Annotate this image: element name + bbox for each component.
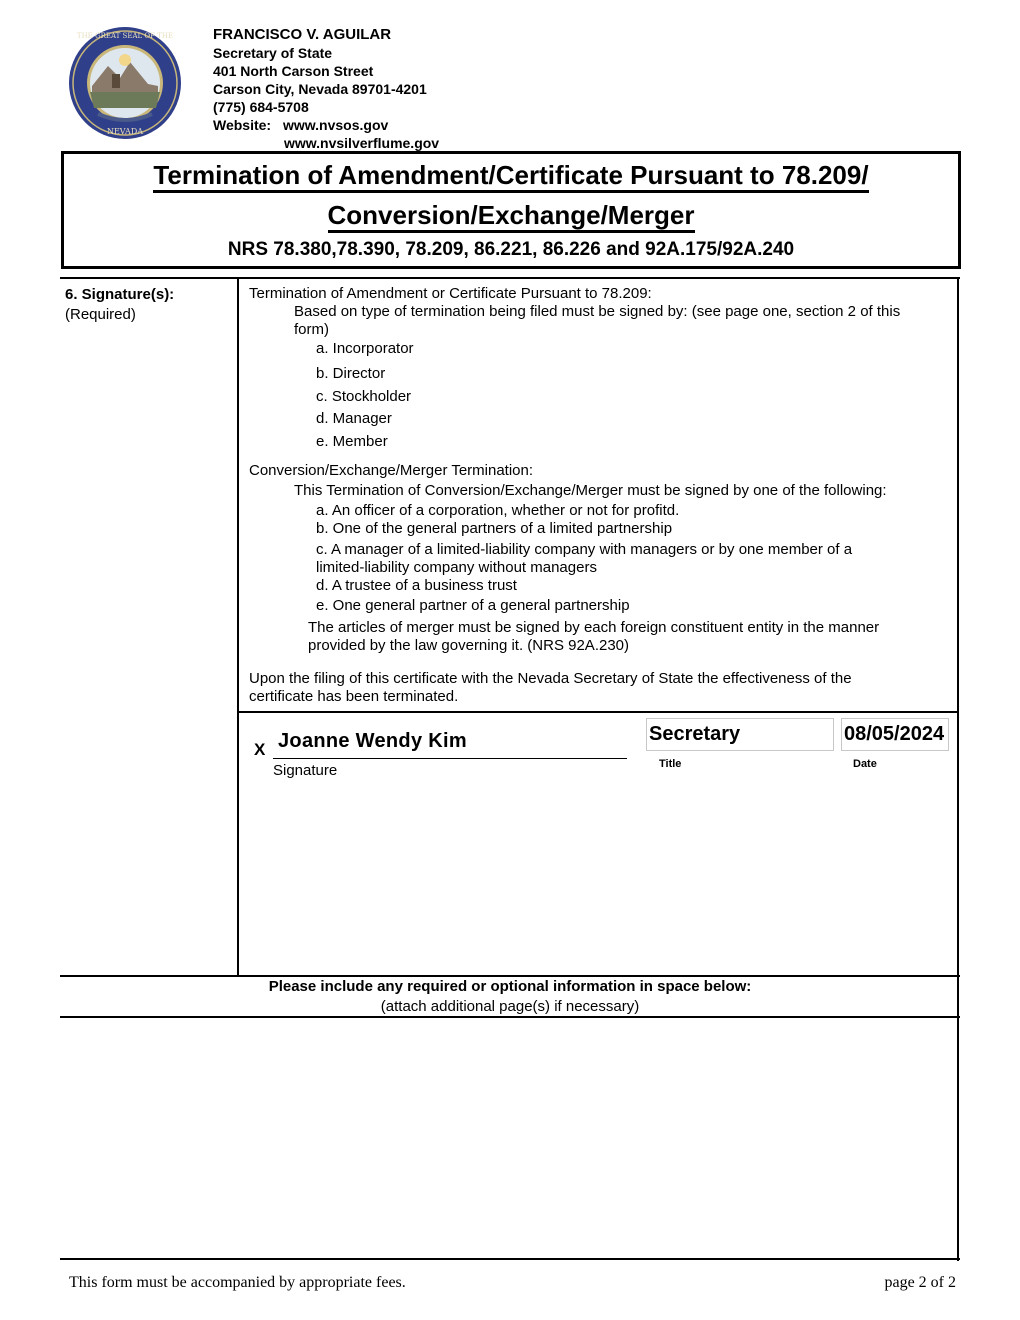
date-caption: Date: [853, 758, 877, 770]
nrs-statutes: NRS 78.380,78.390, 78.209, 86.221, 86.226 and 92A.175/92A.240: [227, 239, 795, 260]
amend-item: d. Manager: [316, 410, 392, 427]
signature-name[interactable]: Joanne Wendy Kim: [278, 730, 467, 752]
signature-caption: Signature: [273, 762, 338, 779]
amend-item: c. Stockholder: [316, 388, 412, 405]
additional-info-heading: Please include any required or optional information in space below:: [268, 978, 752, 995]
form-title-box: [61, 151, 961, 269]
agency-contact-block: [213, 26, 439, 152]
title-caption: Title: [659, 758, 682, 770]
address-line-1: 401 North Carson Street: [213, 63, 374, 79]
label-column-divider: [237, 277, 239, 977]
conv-heading: Conversion/Exchange/Merger Termination:: [249, 462, 534, 479]
amend-intro-line-1: Based on type of termination being filed must be signed by: (see page one, section 2 of this: [294, 303, 901, 320]
merger-note-line-1: The articles of merger must be signed by each foreign constituent entity in the manner: [308, 619, 880, 636]
svg-text:THE GREAT SEAL OF THE: THE GREAT SEAL OF THE: [76, 32, 174, 40]
conv-item: e. One general partner of a general partnership: [316, 597, 630, 614]
conv-intro: This Termination of Conversion/Exchange/Merger must be signed by one of the following:: [294, 482, 887, 499]
divider: [60, 975, 960, 977]
conv-item: a. An officer of a corporation, whether or not for profitd.: [316, 502, 680, 519]
form-title-line-1: Termination of Amendment/Certificate Pursuant to 78.209/: [153, 160, 868, 193]
conv-item: d. A trustee of a business trust: [316, 577, 517, 594]
signature-line: [273, 758, 627, 759]
conv-item-continued: limited-liability company without managers: [316, 559, 597, 576]
date-field[interactable]: 08/05/2024: [841, 718, 949, 751]
signature-x-mark: X: [254, 740, 266, 759]
signature-row-divider: [237, 711, 959, 713]
filing-note-line-2: certificate has been terminated.: [249, 688, 459, 705]
website-label: Website:: [213, 117, 272, 133]
website-link-silverflume[interactable]: www.nvsilverflume.gov: [284, 135, 440, 151]
form-title-line-2: Conversion/Exchange/Merger: [328, 200, 695, 233]
section-6-label: [65, 285, 174, 325]
phone: (775) 684-5708: [213, 99, 309, 115]
amend-heading: Termination of Amendment or Certificate Pursuant to 78.209:: [249, 285, 652, 302]
state-seal-logo: [68, 26, 182, 140]
section-border-top: [60, 277, 960, 279]
amend-item: e. Member: [316, 433, 388, 450]
title-field[interactable]: Secretary: [646, 718, 834, 751]
filing-note-line-1: Upon the filing of this certificate with the Nevada Secretary of State the effectiveness of the: [249, 670, 852, 687]
conv-item: b. One of the general partners of a limited partnership: [316, 520, 673, 537]
section-6-required: (Required): [65, 306, 136, 323]
page-number: page 2 of 2: [884, 1274, 956, 1291]
section-border-right: [957, 277, 959, 1261]
section-6-title: 6. Signature(s):: [65, 286, 175, 303]
additional-info-subheading: (attach additional page(s) if necessary): [380, 998, 640, 1015]
conv-item: c. A manager of a limited-liability company with managers or by one member of a: [316, 541, 853, 558]
website-link-nvsos[interactable]: www.nvsos.gov: [283, 117, 389, 133]
address-line-2: Carson City, Nevada 89701-4201: [213, 81, 427, 97]
svg-text:NEVADA: NEVADA: [106, 127, 144, 136]
fees-note: This form must be accompanied by appropriate fees.: [69, 1274, 406, 1291]
amend-intro-line-2: form): [294, 321, 329, 338]
website-row: [213, 116, 439, 134]
additional-info-area[interactable]: [60, 1018, 957, 1258]
merger-note-line-2: provided by the law governing it. (NRS 92A.230): [308, 637, 630, 654]
divider: [60, 1258, 960, 1260]
secretary-name: FRANCISCO V. AGUILAR: [213, 26, 392, 43]
amend-item: a. Incorporator: [316, 340, 414, 357]
amend-item: b. Director: [316, 365, 386, 382]
secretary-title: Secretary of State: [213, 45, 333, 61]
